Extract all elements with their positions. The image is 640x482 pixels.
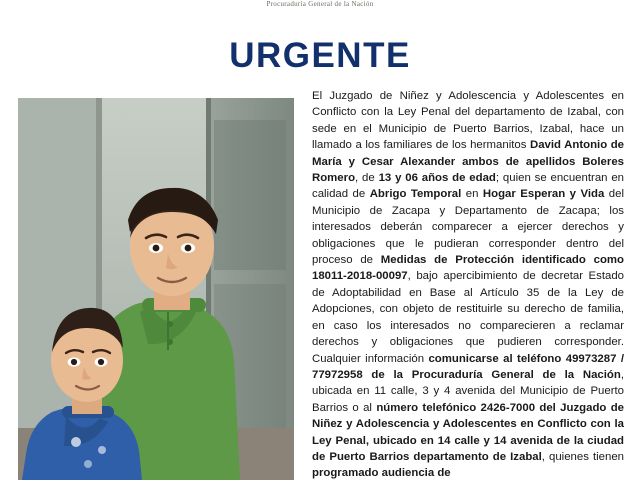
emphasis-run: comunicarse al teléfono 49973287 / 77972958 de la Procuraduría General de la Nación <box>312 352 624 381</box>
text-run: ; quien se encuentran en calidad de <box>312 172 624 201</box>
text-run: El Juzgado de Niñez y Adolescencia y Adolescentes en Conflicto con la Ley Penal del departamento de Izabal, con sede en el Municipio de Puerto Barrios, Izabal, hace un llamado a los familiares de los hermanitos <box>312 90 624 152</box>
emphasis-run: programado audiencia de <box>312 467 451 480</box>
photo-two-boys <box>18 98 294 480</box>
emphasis-run: 13 y 06 años de edad <box>378 172 496 185</box>
text-run: , quienes tienen <box>541 450 624 463</box>
text-run: , ubicada en 11 calle, 3 y 4 avenida del Municipio de Puerto Barrios o al <box>312 368 624 414</box>
emphasis-run: David Antonio de María y Cesar Alexander ambos de apellidos Boleres Romero <box>312 139 624 185</box>
emphasis-run: Medidas de Protección identificado como 18011-2018-00097 <box>312 254 625 283</box>
emphasis-run: número telefónico 2426-7000 del Juzgado de Niñez y Adolescencia y Adolescentes en Conflicto con la Ley Penal, ubicado en 14 calle y 14 avenida de la ciudad de Puerto Barrios departamento de Izabal <box>312 401 624 463</box>
text-run: en <box>461 188 483 201</box>
text-run: del Municipio de Zacapa y Departamento de Zacapa; los interesados deberán comparecer a ejercer derechos y obligaciones que le pudieran corresponder dentro del proceso de <box>312 188 624 267</box>
text-run: , de <box>355 172 379 185</box>
announcement-paragraph <box>312 88 624 482</box>
emphasis-run: Hogar Esperan y Vida <box>482 188 605 201</box>
photo-illustration <box>18 98 294 480</box>
org-header: Procuraduría General de la Nación <box>266 0 374 8</box>
text-run: , bajo apercibimiento de decretar Estado de Adoptabilidad en Base al Artículo 35 de la Ley de Adopciones, con objeto de restituirle su derecho de familia, en caso los interesados no comparecieren a reclamar derechos y obligaciones que pudieren corresponder. Cualquier información <box>312 270 624 365</box>
page-title: URGENTE <box>229 36 411 75</box>
emphasis-run: Abrigo Temporal <box>369 188 462 201</box>
